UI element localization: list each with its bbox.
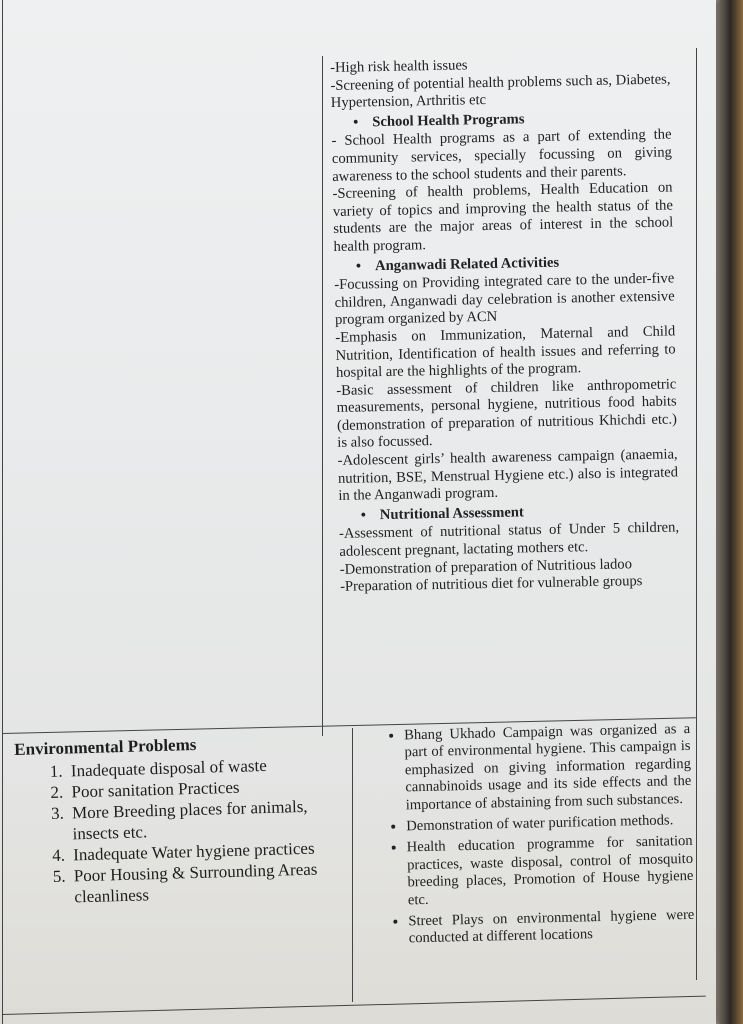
text-line: -High risk health issues bbox=[330, 57, 468, 76]
paragraph: - School Health programs as a part of extending the community services, specially focussing on giving awareness to the school students and their parents. bbox=[331, 126, 672, 185]
activities-column bbox=[330, 53, 680, 596]
paragraph: -Focussing on Providing integrated care to the under-five children, Anganwadi day celebration is another extensive program organized by ACN bbox=[334, 270, 675, 329]
text-line: -Screening of potential health problems such as, Diabetes, Hypertension, Arthritis etc bbox=[330, 71, 671, 112]
section-heading-nutritional-assessment: • Nutritional Assessment bbox=[361, 501, 679, 525]
table-right-border bbox=[696, 48, 697, 980]
problems-list bbox=[15, 753, 354, 909]
paragraph: -Preparation of nutritious diet for vulnerable groups bbox=[339, 573, 643, 596]
list-item: • Bhang Ukhado Campaign was organized as a part of environmental hygiene. This campaign is emphasized on giving information regarding cannabinoids usage and its side effects and the importance of abstaining from such substances. bbox=[404, 721, 692, 814]
list-item: 4. Inadequate Water hygiene practices bbox=[69, 837, 352, 866]
paragraph: -Adolescent girls’ health awareness campaign (anaemia, nutrition, BSE, Menstrual Hygiene etc.) also is integrated in the Anganwadi program. bbox=[337, 446, 679, 505]
section-heading-anganwadi: • Anganwadi Related Activities bbox=[356, 252, 674, 276]
table-bottom-border bbox=[2, 996, 706, 1015]
list-item: • Street Plays on environmental hygiene were conducted at different locations bbox=[408, 907, 695, 948]
environmental-actions-cell bbox=[378, 721, 695, 953]
table-left-border bbox=[2, 0, 3, 1024]
paragraph: -Demonstration of preparation of Nutritious ladoo bbox=[339, 555, 633, 578]
paragraph: -Assessment of nutritional status of Under 5 children, adolescent pregnant, lactating mothers etc. bbox=[338, 519, 680, 560]
list-item: 1. Inadequate disposal of waste bbox=[67, 753, 350, 782]
table-column-divider-upper bbox=[322, 56, 323, 736]
environmental-problems-title: Environmental Problems bbox=[14, 734, 197, 759]
list-item: 3. More Breeding places for animals, insects etc. bbox=[68, 795, 352, 845]
section-heading-school-health: • School Health Programs bbox=[353, 108, 671, 132]
paragraph: -Emphasis on Immunization, Maternal and Child Nutrition, Identification of health issues and referring to hospital are the highlights of the program. bbox=[335, 323, 676, 382]
list-item: • Health education programme for sanitation practices, waste disposal, control of mosquito breeding places, Promotion of House hygiene etc. bbox=[407, 833, 695, 909]
list-item: 2. Poor sanitation Practices bbox=[67, 774, 350, 803]
list-item: • Demonstration of water purification methods. bbox=[406, 812, 692, 836]
paragraph: -Screening of health problems, Health Education on variety of topics and improving the health status of the students are the major areas of interest in the school health program. bbox=[332, 179, 674, 255]
environmental-problems-cell bbox=[14, 731, 354, 909]
list-item: 5. Poor Housing & Surrounding Areas cleanliness bbox=[70, 858, 354, 908]
actions-list bbox=[378, 721, 695, 949]
paragraph: -Basic assessment of children like anthropometric measurements, personal hygiene, nutritious food habits (demonstration of preparation of nutritious Khichdi etc.) is also focussed. bbox=[336, 376, 678, 452]
